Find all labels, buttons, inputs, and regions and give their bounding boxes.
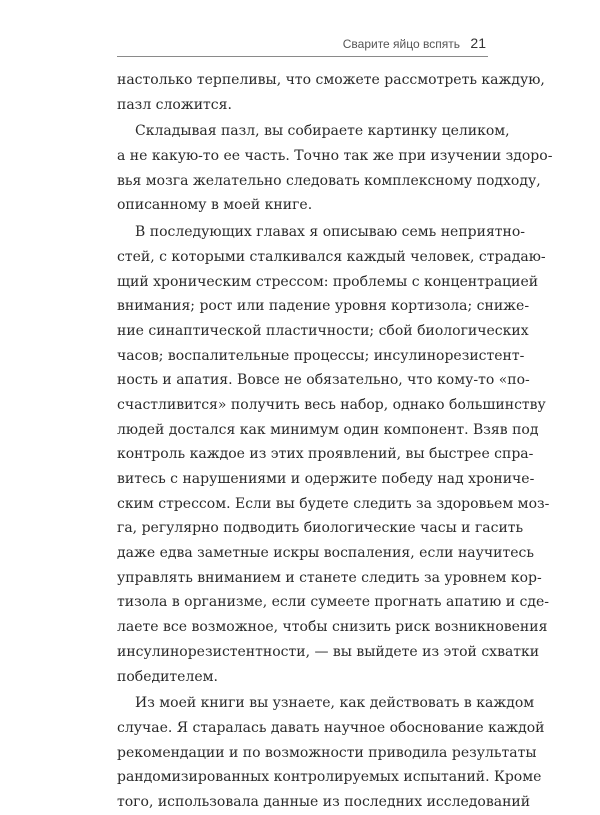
- text-line: вья мозга желательно следовать комплексному подходу,: [117, 172, 541, 189]
- text-line: инсулинорезистентности, — вы выйдете из этой схватки: [117, 643, 540, 660]
- text-line: контроль каждое из этих проявлений, вы быстрее спра-: [117, 446, 534, 463]
- text-line: настолько терпеливы, что сможете рассмотреть каждую,: [117, 72, 545, 88]
- text-line: описанному в моей книге.: [117, 197, 313, 214]
- text-line: рандомизированных контролируемых испытаний. Кроме: [117, 769, 542, 786]
- text-line: лаете все возможное, чтобы снизить риск возникновения: [117, 619, 548, 636]
- text-line: В последующих главах я описываю семь неприятно-: [135, 224, 526, 241]
- text-line: щий хроническим стрессом: проблемы с концентрацией: [117, 273, 539, 290]
- running-title: Сварите яйцо вспять: [342, 37, 460, 51]
- text-line: Складывая пазл, вы собираете картинку целиком,: [135, 123, 510, 140]
- text-line: витесь с нарушениями и одержите победу над хрониче-: [117, 471, 535, 487]
- text-line: ность и апатия. Вовсе не обязательно, что кому-то «по-: [117, 372, 530, 389]
- text-line: ским стрессом. Если вы будете следить за здоровьем моз-: [117, 495, 550, 512]
- text-line: людей достался как минимум один компонент. Взяв под: [117, 421, 539, 438]
- text-line: того, использовала данные из последних исследований: [117, 793, 531, 810]
- text-line: даже едва заметные искры воспаления, если научитесь: [117, 545, 534, 562]
- text-line: победителем.: [117, 668, 218, 685]
- text-line: Из моей книги вы узнаете, как действовать в каждом: [135, 695, 535, 712]
- text-line: внимания; рост или падение уровня кортизола; сниже-: [117, 298, 530, 315]
- text-line: стей, с которыми сталкивался каждый человек, страдаю-: [117, 248, 546, 265]
- text-line: управлять вниманием и станете следить за уровнем кор-: [117, 569, 542, 586]
- text-line: рекомендации и по возможности приводила результаты: [117, 744, 537, 761]
- page-number: 21: [470, 35, 486, 51]
- running-header: [117, 30, 488, 57]
- body-text: [117, 68, 553, 815]
- text-line: а не какую-то ее часть. Точно так же при изучении здоро-: [117, 148, 553, 165]
- text-line: счастливится» получить весь набор, однако большинству: [117, 396, 546, 413]
- text-line: часов; воспалительные процессы; инсулинорезистент-: [117, 347, 525, 364]
- text-line: га, регулярно подводить биологические часы и гасить: [117, 520, 524, 537]
- text-line: тизола в организме, если сумеете прогнать апатию и сде-: [117, 594, 549, 611]
- text-line: случае. Я старалась давать научное обоснование каждой: [117, 719, 545, 736]
- text-line: ние синаптической пластичности; сбой биологических: [117, 322, 529, 339]
- text-line: пазл сложится.: [117, 96, 232, 113]
